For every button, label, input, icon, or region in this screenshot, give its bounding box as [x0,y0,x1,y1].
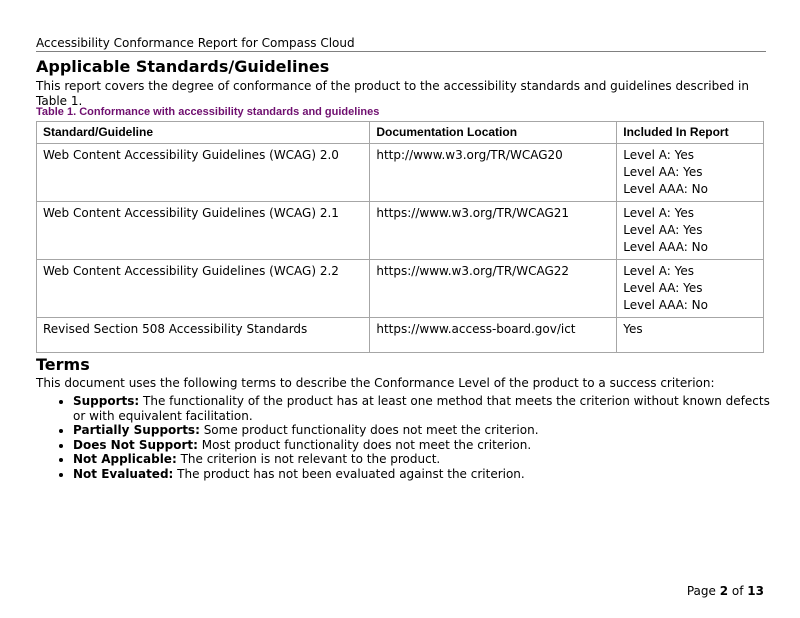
page-of: of [728,584,748,598]
column-header-included: Included In Report [617,122,764,144]
standard-cell: Web Content Accessibility Guidelines (WCAG) 2.1 [37,202,370,260]
included-cell [617,318,764,353]
standard-cell: Web Content Accessibility Guidelines (WCAG) 2.2 [37,260,370,318]
included-line: Level AA: Yes [623,165,703,179]
section-heading-standards: Applicable Standards/Guidelines [36,57,330,76]
table-row [37,144,764,202]
included-line: Level AAA: No [623,298,708,312]
term-definition: The criterion is not relevant to the product. [176,452,441,466]
page-prefix: Page [686,584,720,598]
location-cell: https://www.access-board.gov/ict [370,318,617,353]
included-cell [617,144,764,202]
terms-list [36,394,773,481]
location-cell: http://www.w3.org/TR/WCAG20 [370,144,617,202]
standard-cell: Web Content Accessibility Guidelines (WCAG) 2.0 [37,144,370,202]
included-cell [617,202,764,260]
included-cell [617,260,764,318]
term-definition: The functionality of the product has at least one method that meets the criterion without known defects or with equivalent facilitation. [73,394,770,423]
included-line: Level AA: Yes [623,281,703,295]
running-header: Accessibility Conformance Report for Compass Cloud [36,36,766,52]
column-header-standard: Standard/Guideline [37,122,370,144]
included-line: Level A: Yes [623,264,694,278]
term-definition: Most product functionality does not meet the criterion. [197,437,532,452]
terms-intro: This document uses the following terms to describe the Conformance Level of the product to a success criterion: [36,376,715,390]
included-line: Level A: Yes [623,206,694,220]
term-name: Not Applicable: [73,452,177,466]
included-line: Level A: Yes [623,148,694,162]
term-definition: The product has not been evaluated against the criterion. [173,466,525,481]
table-header-row [37,122,764,144]
list-item [73,467,773,482]
column-header-location: Documentation Location [370,122,617,144]
location-cell: https://www.w3.org/TR/WCAG21 [370,202,617,260]
standard-cell: Revised Section 508 Accessibility Standards [37,318,370,353]
included-line: Level AAA: No [623,240,708,254]
list-item [73,423,773,438]
list-item [73,452,773,467]
term-name: Not Evaluated: [73,466,174,481]
included-line: Level AAA: No [623,182,708,196]
list-item [73,394,773,423]
standards-table [36,121,764,353]
page-current: 2 [719,584,729,598]
table-row [37,318,764,353]
table-row [37,202,764,260]
term-definition: Some product functionality does not meet the criterion. [199,423,539,437]
table-row [37,260,764,318]
location-cell: https://www.w3.org/TR/WCAG22 [370,260,617,318]
list-item [73,438,773,453]
page-total: 13 [747,584,764,598]
table-caption: Table 1. Conformance with accessibility standards and guidelines [36,106,380,118]
page-number [687,584,764,598]
section-heading-terms: Terms [36,355,90,374]
included-line: Level AA: Yes [623,223,703,237]
term-name: Partially Supports: [73,423,200,437]
term-name: Supports: [73,394,140,408]
included-line: Yes [623,322,643,336]
standards-intro: This report covers the degree of conformance of the product to the accessibility standards and guidelines described in Table 1. [36,79,749,108]
term-name: Does Not Support: [73,437,198,452]
